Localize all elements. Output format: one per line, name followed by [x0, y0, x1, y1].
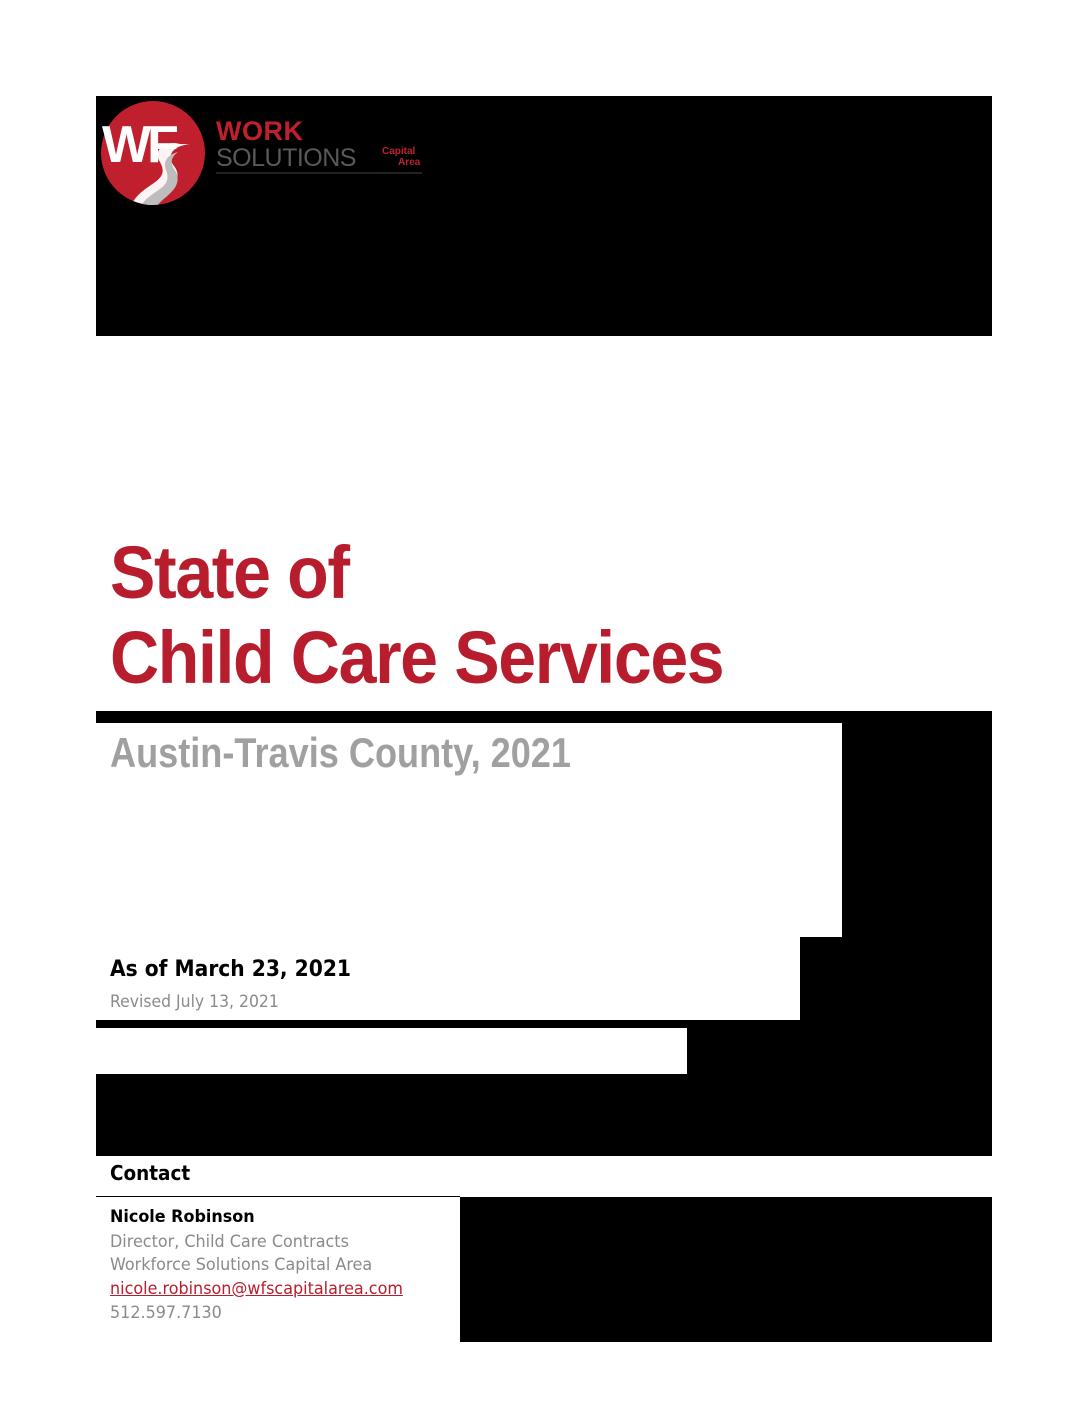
redaction-contact-block: [460, 1197, 992, 1342]
logo-monogram-top: WF: [102, 116, 175, 174]
page-title-line2: Child Care Services: [110, 616, 724, 699]
page-subtitle: Austin-Travis County, 2021: [110, 729, 572, 776]
redaction-bottom-band: [96, 1074, 992, 1156]
contact-role: Director, Child Care Contracts: [110, 1232, 349, 1252]
contact-name: Nicole Robinson: [110, 1207, 255, 1227]
logo-region-line1: Capital: [382, 146, 416, 157]
as-of-date: As of March 23, 2021: [110, 957, 351, 982]
logo-wordmark-work: WORK: [216, 116, 304, 146]
contact-divider: [96, 1196, 460, 1197]
work-solutions-logo: [100, 100, 430, 210]
logo-wordmark-solutions: SOLUTIONS: [216, 144, 356, 172]
contact-email-link[interactable]: nicole.robinson@wfscapitalarea.com: [110, 1279, 403, 1299]
revised-date: Revised July 13, 2021: [110, 992, 279, 1012]
contact-phone: 512.597.7130: [110, 1303, 222, 1323]
logo-region-line2: Area: [398, 157, 421, 168]
page-title-line1: State of: [110, 531, 349, 614]
contact-heading: Contact: [110, 1161, 191, 1185]
contact-organization: Workforce Solutions Capital Area: [110, 1255, 373, 1275]
